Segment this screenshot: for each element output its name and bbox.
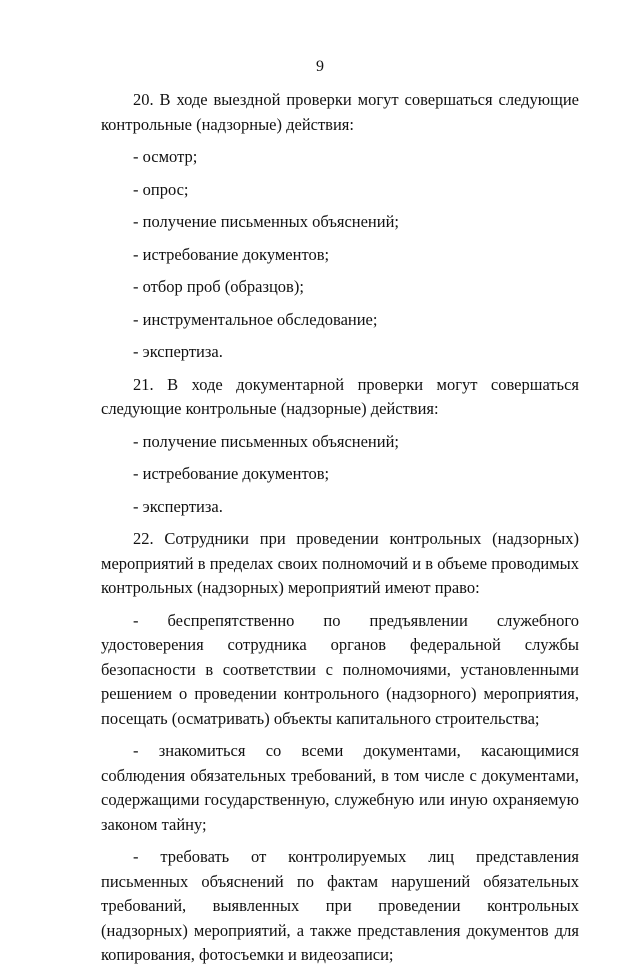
paragraph-20: 20. В ходе выездной проверки могут совершаться следующие контрольные (надзорные) действия: bbox=[101, 90, 579, 134]
list-item: - истребование документов; bbox=[133, 244, 330, 264]
rights-item: - требовать от контролируемых лиц представления письменных объяснений по фактам нарушений обязательных требований, выявленных при проведении контрольных (надзорных) мероприятий, а также представления документов для копирования, фотосъемки и видеозаписи; bbox=[101, 847, 579, 964]
list-item: - экспертиза. bbox=[133, 496, 223, 516]
list-item: - получение письменных объяснений; bbox=[133, 212, 399, 231]
paragraph-22: 22. Сотрудники при проведении контрольных (надзорных) мероприятий в пределах своих полномочий и в объеме проводимых контрольных (надзорных) мероприятий имеют право: bbox=[101, 529, 579, 597]
list-item: - отбор проб (образцов); bbox=[133, 277, 304, 296]
list-item: - осмотр; bbox=[133, 147, 198, 166]
list-item: - получение письменных объяснений; bbox=[133, 431, 399, 451]
rights-item: - беспрепятственно по предъявлении служебного удостоверения сотрудника органов федеральной службы безопасности в соответствии с полномочиями, установленными решением о проведении контрольного (надзорного) мероприятия, посещать (осматривать) объекты капитального строительства; bbox=[101, 610, 579, 728]
list-item: - инструментальное обследование; bbox=[133, 309, 378, 329]
list-item: - истребование документов; bbox=[133, 464, 330, 483]
rights-item: - знакомиться со всеми документами, касающимися соблюдения обязательных требований, в том числе с документами, содержащими государственную, служебную или иную охраняемую законом тайну; bbox=[101, 741, 579, 834]
document-body bbox=[101, 88, 579, 976]
page-number: 9 bbox=[316, 58, 324, 75]
list-item: - опрос; bbox=[133, 179, 189, 199]
list-item: - экспертиза. bbox=[133, 342, 223, 361]
paragraph-21: 21. В ходе документарной проверки могут совершаться следующие контрольные (надзорные) действия: bbox=[101, 374, 579, 418]
